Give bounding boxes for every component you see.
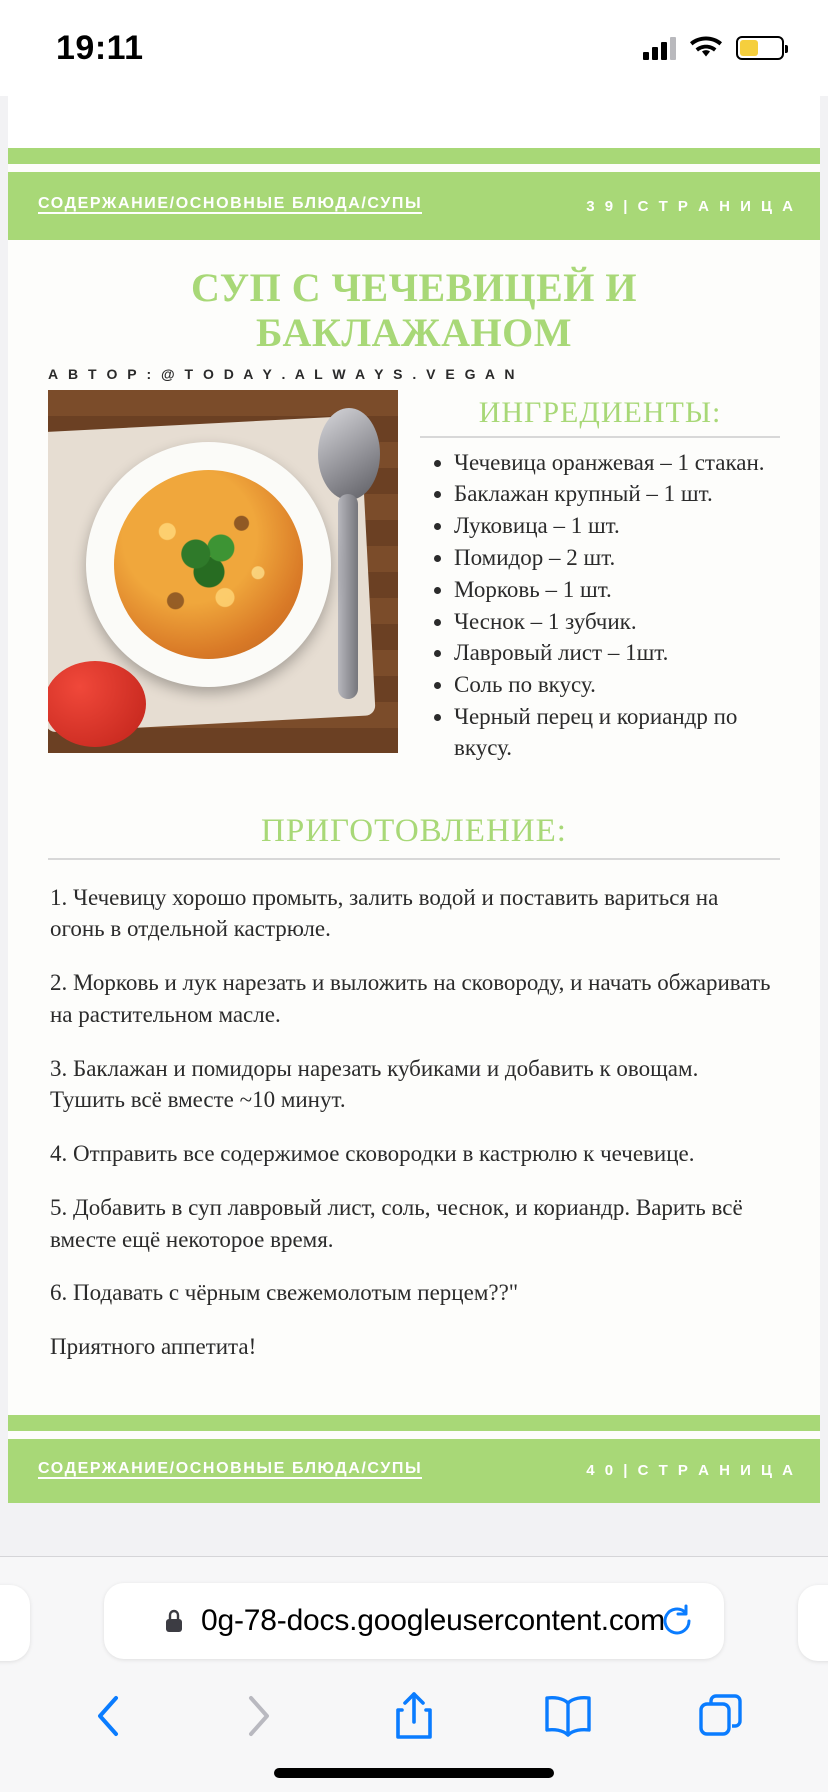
reload-icon[interactable] — [660, 1604, 694, 1638]
ingredients-section — [420, 390, 780, 765]
chevron-right-icon — [243, 1692, 277, 1740]
tab-peek-previous[interactable] — [0, 1585, 30, 1661]
recipe-author: А В Т О Р : @ T O D A Y . A L W A Y S . V E G A N — [48, 365, 518, 382]
ingredients-list — [420, 448, 780, 764]
page-header-band — [8, 172, 820, 240]
list-item: • Лавровый лист – 1шт. — [454, 638, 780, 669]
list-item: • Помидор – 2 шт. — [454, 543, 780, 574]
page-number-header: 3 9 | С Т Р А Н И Ц А — [586, 197, 796, 215]
share-icon — [392, 1690, 436, 1742]
soup-photo — [48, 390, 398, 753]
chevron-left-icon — [90, 1692, 124, 1740]
forward-button[interactable] — [228, 1688, 292, 1744]
page-bottom-gap — [8, 1385, 820, 1415]
web-content[interactable] — [0, 96, 828, 1792]
page-title: СУП С ЧЕЧЕВИЦЕЙ И БАКЛАЖАНОМ — [190, 265, 638, 355]
step-item: Приятного аппетита! — [50, 1334, 257, 1360]
status-indicators — [643, 36, 784, 60]
recipe-sheet — [8, 240, 820, 1363]
tab-peek-next[interactable] — [798, 1585, 828, 1661]
page-gap-bottom — [8, 1431, 820, 1439]
bookmarks-button[interactable] — [536, 1688, 600, 1744]
step-item: 6. Подавать с чёрным свежемолотым перцем??" — [50, 1280, 519, 1306]
step-item: 4. Отправить все содержимое сковородки в кастрюлю к чечевице. — [50, 1141, 695, 1167]
url-text: 0g-78-docs.googleusercontent.com — [201, 1604, 665, 1637]
preparation-heading: ПРИГОТОВЛЕНИЕ: — [48, 813, 780, 860]
step-item: 1. Чечевицу хорошо промыть, залить водой и поставить вариться на огонь в отдельной кастрюле. — [50, 884, 719, 942]
list-item: • Баклажан крупный – 1 шт. — [454, 479, 780, 510]
recipe-document — [8, 96, 820, 1503]
url-row — [0, 1557, 828, 1667]
list-item: • Черный перец и кориандр по вкусу. — [454, 702, 780, 764]
previous-page-bottom — [8, 96, 820, 148]
breadcrumb-footer-text: СОДЕРЖАНИЕ/ОСНОВНЫЕ БЛЮДА/СУПЫ — [38, 1459, 423, 1477]
preparation-steps — [48, 860, 780, 1363]
list-item: • Чечевица оранжевая – 1 стакан. — [454, 448, 780, 479]
list-item: • Соль по вкусу. — [454, 670, 780, 701]
list-item: • Луковица – 1 шт. — [454, 511, 780, 542]
ingredients-heading: ИНГРЕДИЕНТЫ: — [420, 396, 780, 438]
recipe-top-columns — [48, 390, 780, 765]
status-bar — [0, 0, 828, 96]
browser-bottom-bar — [0, 1556, 828, 1792]
page-footer-band — [8, 1439, 820, 1503]
battery-icon — [736, 36, 784, 60]
step-item: 2. Морковь и лук нарезать и выложить на сковороду, и начать обжаривать на растительном масле. — [50, 970, 771, 1027]
breadcrumb-footer — [38, 1460, 422, 1482]
breadcrumb-text: СОДЕРЖАНИЕ/ОСНОВНЫЕ БЛЮДА/СУПЫ — [38, 195, 423, 212]
cellular-bars-icon — [643, 36, 676, 60]
tabs-button[interactable] — [689, 1688, 753, 1744]
status-time: 19:11 — [56, 28, 144, 67]
page-divider-strip — [8, 148, 820, 164]
share-button[interactable] — [382, 1688, 446, 1744]
browser-toolbar — [0, 1667, 828, 1765]
lock-icon — [163, 1607, 185, 1635]
step-item: 5. Добавить в суп лавровый лист, соль, чеснок, и кориандр. Варить всё вместе ещё некоторое время. — [50, 1194, 743, 1252]
page-number-footer: 4 0 | С Т Р А Н И Ц А — [586, 1462, 796, 1480]
breadcrumb — [38, 195, 422, 217]
home-indicator[interactable] — [274, 1768, 554, 1778]
page-divider-strip-bottom — [8, 1415, 820, 1431]
book-icon — [543, 1694, 593, 1738]
wifi-icon — [690, 36, 722, 60]
page-gap — [8, 164, 820, 172]
tabs-icon — [697, 1692, 745, 1740]
list-item: • Морковь – 1 шт. — [454, 575, 780, 606]
address-bar[interactable] — [104, 1583, 724, 1659]
step-item: 3. Баклажан и помидоры нарезать кубиками и добавить к овощам. Тушить всё вместе ~10 минут. — [50, 1055, 699, 1113]
list-item: • Чеснок – 1 зубчик. — [454, 607, 780, 638]
back-button[interactable] — [75, 1688, 139, 1744]
